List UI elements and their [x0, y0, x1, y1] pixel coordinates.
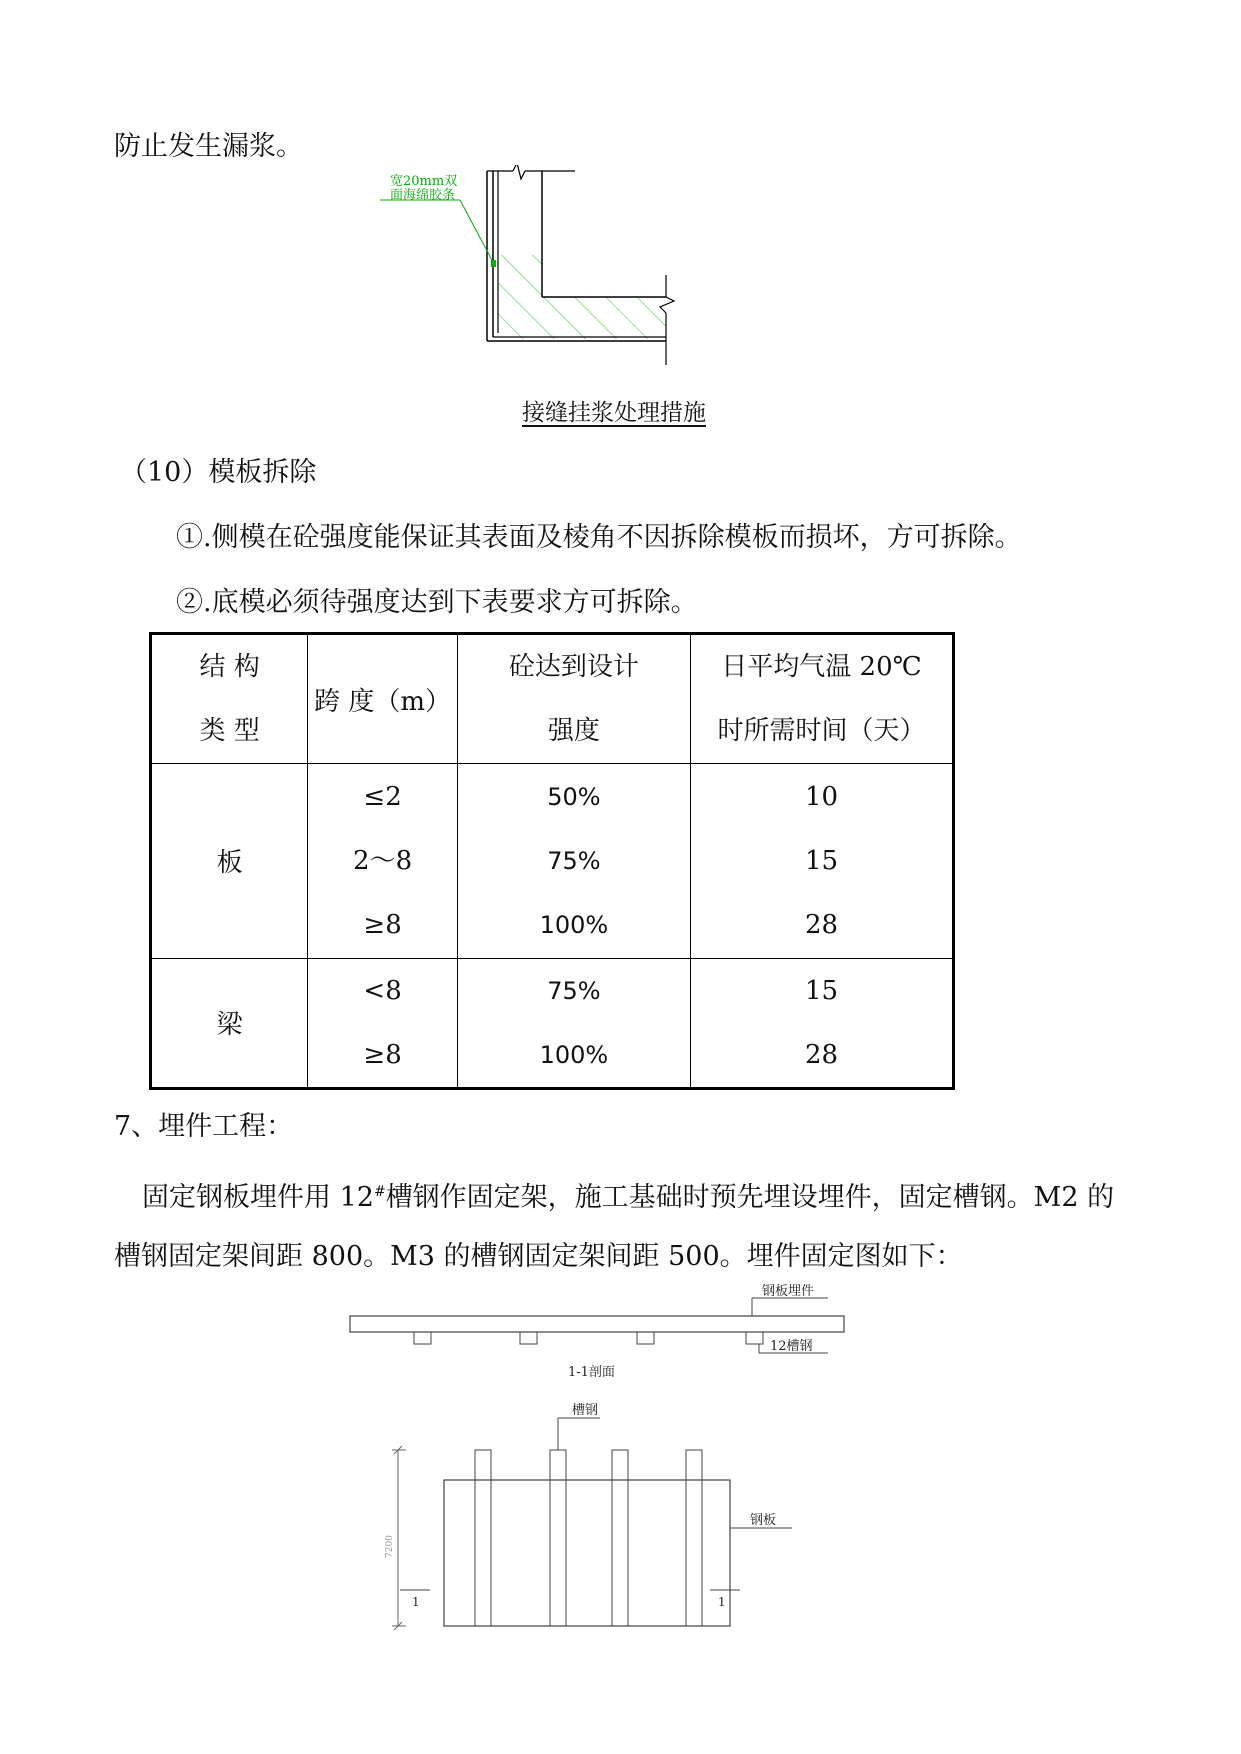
item-1-text: ①.侧模在砼强度能保证其表面及棱角不因拆除模板而损坏，方可拆除。: [176, 522, 1022, 553]
intro-text: 防止发生漏浆。: [114, 131, 303, 162]
header-span: 跨 度（m）: [308, 634, 458, 764]
section-1-1-label: 1-1剖面: [568, 1365, 615, 1380]
section-mark-right: 1: [718, 1595, 726, 1609]
item-2-text: ②.底模必须待强度达到下表要求方可拆除。: [176, 587, 698, 618]
section-10-title: （10）模板拆除: [120, 457, 317, 488]
section-mark-left: 1: [412, 1595, 420, 1609]
header-strength: 砼达到设计 强度: [457, 634, 690, 764]
table-row: [151, 764, 954, 958]
label-channel: 槽钢: [572, 1403, 599, 1418]
embed-fixing-figure: [340, 1268, 860, 1638]
header-days: 日平均气温 20℃ 时所需时间（天）: [690, 634, 953, 764]
para-7-line-2: 槽钢固定架间距 800。M3 的槽钢固定架间距 500。埋件固定图如下：: [114, 1241, 963, 1272]
sponge-strip-label-2: 面海绵胶条: [390, 188, 456, 203]
para-7-line-1: 固定钢板埋件用 12#槽钢作固定架，施工基础时预先埋设埋件，固定槽钢。M2 的: [142, 1182, 1115, 1213]
group-type-beam: 梁: [151, 958, 308, 1088]
beam-spans: <8 ≥8: [308, 958, 458, 1088]
table-header-row: [151, 634, 954, 764]
beam-days: 15 28: [690, 958, 953, 1088]
slab-days: 10 15 28: [690, 764, 953, 958]
dimension-text: 7200: [385, 1535, 395, 1558]
figure1-caption: 接缝挂浆处理措施: [522, 400, 706, 426]
beam-strengths: 75% 100%: [457, 958, 690, 1088]
header-structure-type: 结 构 类 型: [151, 634, 308, 764]
label-channel-12: 12槽钢: [770, 1339, 813, 1354]
slab-strengths: 50% 75% 100%: [457, 764, 690, 958]
section-7-title: 7、埋件工程：: [114, 1111, 294, 1142]
table-row: [151, 958, 954, 1088]
formwork-removal-table: [149, 632, 955, 1090]
sponge-strip-label-1: 宽20mm双: [390, 174, 458, 189]
joint-detail-figure: [380, 165, 700, 370]
group-type-slab: 板: [151, 764, 308, 958]
slab-spans: ≤2 2～8 ≥8: [308, 764, 458, 958]
label-plate: 钢板: [750, 1513, 777, 1528]
sponge-strip-marker: [491, 260, 496, 267]
label-plate-embed: 钢板埋件: [762, 1284, 815, 1299]
